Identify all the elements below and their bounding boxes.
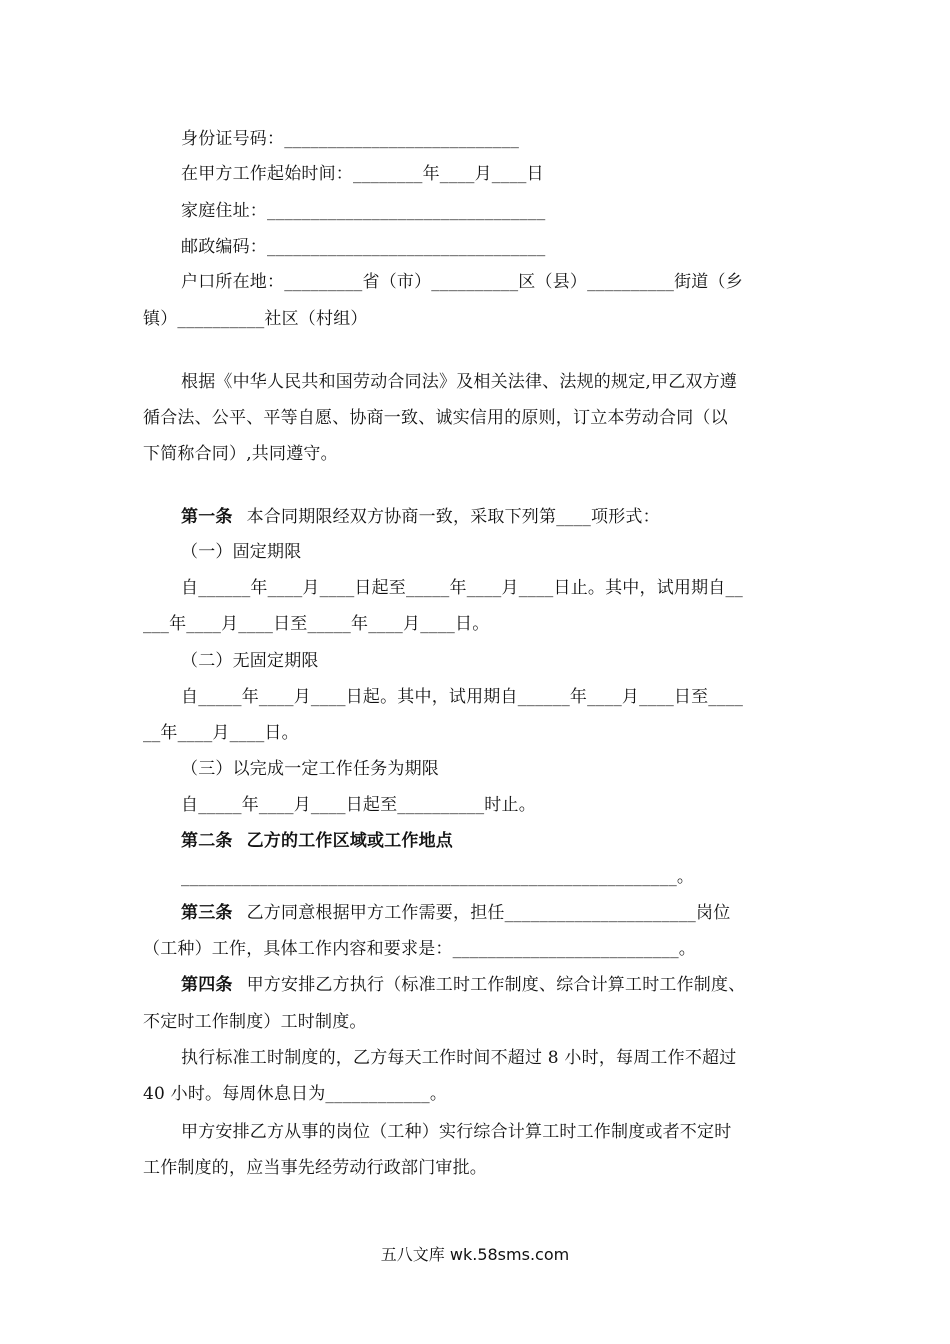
postal-code-line: 邮政编码：________________________________ (181, 237, 546, 257)
preamble-line-2: 循合法、公平、平等自愿、协商一致、诚实信用的原则，订立本劳动合同（以 (143, 408, 728, 428)
article1-option2-title: （二）无固定期限 (181, 651, 319, 671)
article3-text: 乙方同意根据甲方工作需要，担任______________________岗位 (246, 903, 731, 923)
id-number-line: 身份证号码：___________________________ (181, 129, 520, 149)
article2-heading-line (181, 830, 849, 852)
article1-option2-line1: 自_____年____月____日起。其中，试用期自______年____月____日至____ (181, 687, 744, 707)
hukou-line-2: 镇）__________社区（村组） (143, 309, 368, 329)
article1-option3-line1: 自_____年____月____日起至__________时止。 (181, 795, 536, 815)
article2-heading: 第二条 (181, 831, 233, 851)
article1-option1-title: （一）固定期限 (181, 542, 302, 562)
watermark-footer: 五八文库 wk.58sms.com (380, 1245, 570, 1264)
article2-blank: _________________________________________________________。 (181, 867, 695, 887)
article4-line2: 不定时工作制度）工时制度。 (143, 1012, 367, 1032)
article4-para2-line1: 执行标准工时制度的，乙方每天工作时间不超过 8 小时，每周工作不超过 (181, 1048, 737, 1068)
preamble-line-3: 下简称合同）,共同遵守。 (143, 444, 338, 464)
article4-line1 (181, 974, 849, 996)
article4-para3-line1: 甲方安排乙方从事的岗位（工种）实行综合计算工时工作制度或者不定时 (181, 1122, 732, 1142)
article1-option1-line2: ___年____月____日至_____年____月____日。 (143, 614, 490, 634)
article4-para3-line2: 工作制度的，应当事先经劳动行政部门审批。 (143, 1158, 487, 1178)
article1-option2-line2: __年____月____日。 (143, 723, 299, 743)
article4-text: 甲方安排乙方执行（标准工时工作制度、综合计算工时工作制度、 (246, 975, 746, 995)
home-address-line: 家庭住址：________________________________ (181, 201, 546, 221)
hukou-line-1: 户口所在地：_________省（市）__________区（县）__________街道（乡 (181, 272, 743, 292)
article3-heading: 第三条 (181, 903, 233, 923)
article1-text: 本合同期限经双方协商一致，采取下列第____项形式： (246, 507, 660, 527)
article3-line2: （工种）工作，具体工作内容和要求是：__________________________。 (143, 939, 696, 959)
preamble-line-1: 根据《中华人民共和国劳动合同法》及相关法律、法规的规定,甲乙双方遵 (181, 372, 738, 392)
article1-option3-title: （三）以完成一定工作任务为期限 (181, 759, 439, 779)
article3-line1 (181, 902, 849, 924)
article1-option1-line1: 自______年____月____日起至_____年____月____日止。其中，试用期自__ (181, 578, 743, 598)
start-date-line: 在甲方工作起始时间：________年____月____日 (181, 164, 544, 184)
article1-intro (181, 506, 849, 528)
article2-title: 乙方的工作区域或工作地点 (246, 831, 454, 851)
article4-para2-line2: 40 小时。每周休息日为____________。 (143, 1084, 448, 1104)
article1-heading: 第一条 (181, 507, 233, 527)
article4-heading: 第四条 (181, 975, 233, 995)
